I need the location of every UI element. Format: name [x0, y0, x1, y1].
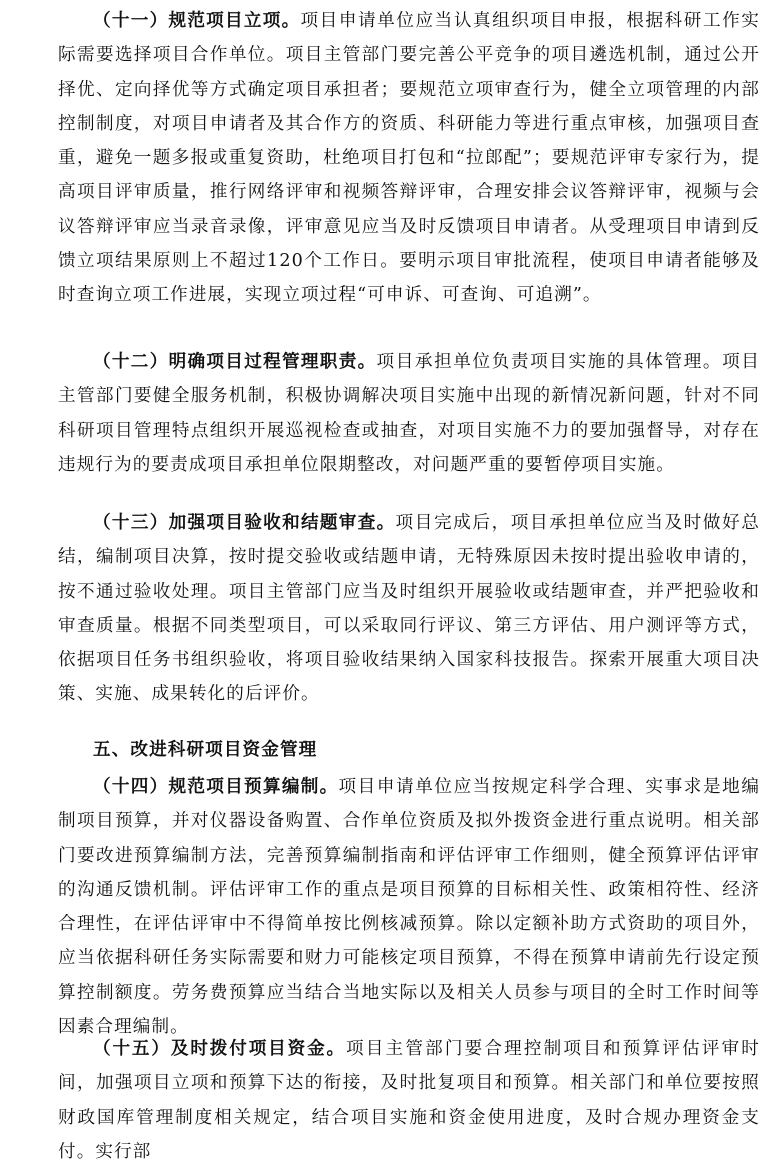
section-title: 五、改进科研项目资金管理	[93, 740, 318, 760]
paragraph-body: 项目承担单位负责项目实施的具体管理。项目主管部门要健全服务机制，积极协调解决项目实施中出现的新情况新问题，针对不同科研项目管理特点组织开展巡视检查或抽查，对项目实施不力的要加强督导，对存在违规行为的要责成项目承担单位限期整改，对问题严重的要暂停项目实施。	[58, 352, 760, 475]
paragraph-13	[58, 506, 760, 712]
paragraph-12	[58, 345, 760, 482]
paragraph-heading: （十一）规范项目立项。	[93, 11, 301, 31]
paragraph-body: 项目申请单位应当按规定科学合理、实事求是地编制项目预算，并对仪器设备购置、合作单位资质及拟外拨资金进行重点说明。相关部门要改进预算编制方法，完善预算编制指南和评估评审工作细则，健全预算评估评审的沟通反馈机制。评估评审工作的重点是项目预算的目标相关性、政策相符性、经济合理性，在评估评审中不得简单按比例核减预算。除以定额补助方式资助的项目外，应当依据科研任务实际需要和财力可能核定项目预算，不得在预算申请前先行设定预算控制额度。劳务费预算应当结合当地实际以及相关人员参与项目的全时工作时间等因素合理编制。	[58, 777, 761, 1038]
paragraph-11	[58, 4, 760, 313]
paragraph-14	[58, 770, 760, 1044]
paragraph-heading: （十四）规范项目预算编制。	[93, 777, 339, 797]
paragraph-heading: （十二）明确项目过程管理职责。	[93, 352, 377, 372]
paragraph-body: 项目申请单位应当认真组织项目申报，根据科研工作实际需要选择项目合作单位。项目主管部门要完善公平竞争的项目遴选机制，通过公开择优、定向择优等方式确定项目承担者；要规范立项审查行为，健全立项管理的内部控制制度，对项目申请者及其合作方的资质、科研能力等进行重点审核，加强项目查重，避免一题多报或重复资助，杜绝项目打包和“拉郎配”；要规范评审专家行为，提高项目评审质量，推行网络评审和视频答辩评审，合理安排会议答辩评审，视频与会议答辩评审应当录音录像，评审意见应当及时反馈项目申请者。从受理项目申请到反馈立项结果原则上不超过120个工作日。要明示项目审批流程，使项目申请者能够及时查询立项工作进展，实现立项过程“可申诉、可查询、可追溯”。	[58, 11, 760, 306]
paragraph-heading: （十五）及时拨付项目资金。	[93, 1039, 347, 1059]
paragraph-15	[58, 1032, 760, 1169]
paragraph-body: 项目完成后，项目承担单位应当及时做好总结，编制项目决算，按时提交验收或结题申请，无特殊原因未按时提出验收申请的，按不通过验收处理。项目主管部门应当及时组织开展验收或结题审查，并严把验收和审查质量。根据不同类型项目，可以采取同行评议、第三方评估、用户测评等方式，依据项目任务书组织验收，将项目验收结果纳入国家科技报告。探索开展重大项目决策、实施、成果转化的后评价。	[58, 513, 760, 705]
paragraph-body: 项目主管部门要合理控制项目和预算评估评审时间，加强项目立项和预算下达的衔接，及时批复项目和预算。相关部门和单位要按照财政国库管理制度相关规定，结合项目实施和资金使用进度，及时合规办理资金支付。实行部	[58, 1039, 760, 1162]
paragraph-heading: （十三）加强项目验收和结题审查。	[93, 513, 396, 533]
